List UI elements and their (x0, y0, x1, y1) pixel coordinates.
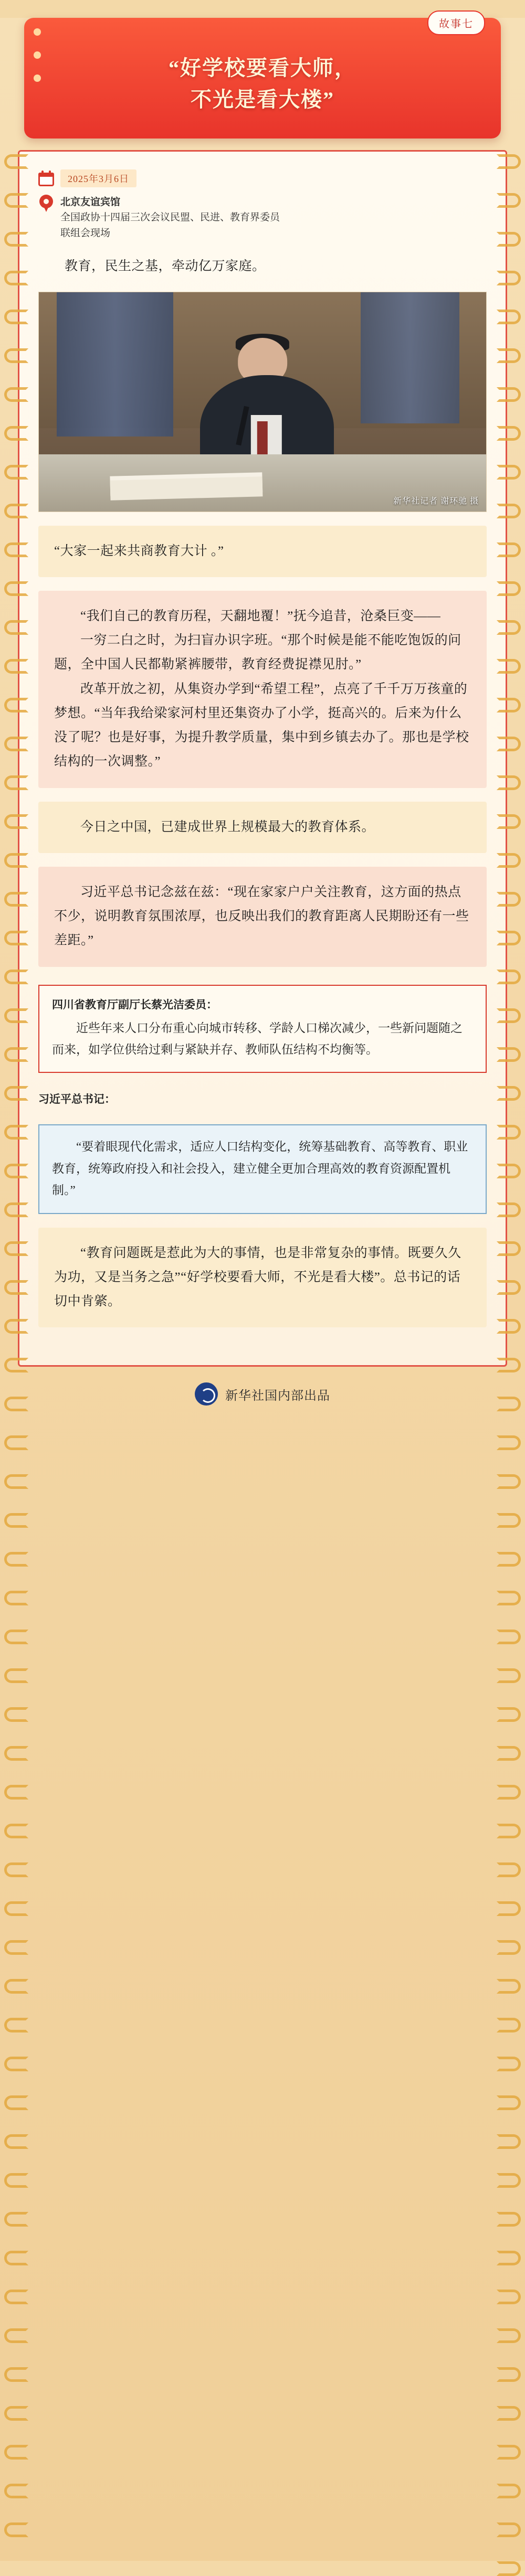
binding-ring (4, 2173, 28, 2188)
binding-ring (497, 853, 521, 868)
spiral-binding-left (4, 154, 35, 2498)
binding-ring (4, 1862, 28, 1877)
binding-ring (4, 1901, 28, 1916)
xinhua-logo-icon (195, 1382, 218, 1406)
binding-ring (497, 2173, 521, 2188)
binding-ring (497, 2367, 521, 2382)
binding-ring (497, 1901, 521, 1916)
binding-ring (4, 659, 28, 674)
binding-ring (497, 2095, 521, 2110)
binding-ring (4, 193, 28, 208)
quote-block-4 (38, 867, 487, 967)
binding-ring (497, 892, 521, 907)
binding-ring (4, 892, 28, 907)
binding-ring (497, 2212, 521, 2227)
binding-ring (497, 387, 521, 402)
binding-ring (497, 698, 521, 712)
binding-ring (4, 1164, 28, 1178)
binding-ring (4, 1202, 28, 1217)
binding-ring (4, 1047, 28, 1062)
binding-ring (497, 970, 521, 984)
binding-ring (497, 2018, 521, 2032)
paragraph-2: “我们自己的教育历程，天翻地覆！”抚今追昔，沧桑巨变—— (80, 609, 441, 623)
binding-ring (4, 2290, 28, 2304)
binding-ring (4, 1125, 28, 1140)
binding-ring (4, 853, 28, 868)
footer-text: 新华社国内部出品 (225, 1389, 330, 1403)
location-line-2: 全国政协十四届三次会议民盟、民进、教育界委员 (60, 212, 280, 223)
binding-ring (4, 620, 28, 635)
binding-ring (4, 1668, 28, 1683)
binding-ring (497, 1047, 521, 1062)
binding-ring (497, 426, 521, 441)
binding-ring (4, 1358, 28, 1372)
binding-ring (4, 426, 28, 441)
binding-ring (4, 542, 28, 557)
binding-ring (497, 1746, 521, 1761)
binding-ring (4, 2212, 28, 2227)
binding-ring (4, 2522, 28, 2537)
binding-ring (497, 2057, 521, 2071)
speaker-card-2 (38, 1124, 487, 1214)
binding-ring (4, 814, 28, 829)
binding-ring (497, 310, 521, 324)
binding-ring (497, 1435, 521, 1450)
binding-ring (497, 1824, 521, 1838)
binding-ring (497, 1513, 521, 1528)
paragraph-6: 习近平总书记念兹在兹：“现在家家户户关注教育，这方面的热点不少，说明教育氛围浓厚，也反映出我们的教育距离人民期盼还有一些差距。” (54, 885, 469, 948)
binding-ring (4, 1785, 28, 1800)
speaker-text-2: “要着眼现代化需求，适应人口结构变化，统筹基础教育、高等教育、职业教育，统筹政府投入和社会投入，建立健全更加合理高效的教育资源配置机制。” (52, 1140, 468, 1197)
binding-ring (4, 1824, 28, 1838)
paragraph-3: 一穷二白之时，为扫盲办识字班。“那个时候是能不能吃饱饭的问题，全中国人民都勒紧裤腰带，教育经费捉襟见肘。” (54, 633, 461, 672)
binding-ring (4, 1280, 28, 1295)
footer (0, 1382, 525, 1406)
photo-credit: 新华社记者 谢环驰 摄 (393, 496, 479, 506)
speaker-text-1: 近些年来人口分布重心向城市转移、学龄人口梯次减少，一些新问题随之而来，如学位供给过剩与紧缺并存、教师队伍结构不均衡等。 (52, 1021, 463, 1056)
article-sheet (18, 150, 507, 1367)
binding-ring (4, 1591, 28, 1605)
binding-ring (497, 737, 521, 751)
binding-ring (4, 2018, 28, 2032)
binding-ring (497, 1164, 521, 1178)
binding-ring (497, 1202, 521, 1217)
article-photo (38, 292, 487, 512)
binding-ring (497, 1862, 521, 1877)
binding-ring (497, 348, 521, 363)
binding-ring (4, 1707, 28, 1722)
binding-ring (497, 2561, 521, 2576)
binding-ring (497, 1707, 521, 1722)
binding-ring (4, 504, 28, 518)
binding-ring (4, 1979, 28, 1994)
binding-ring (497, 465, 521, 480)
paragraph-1: 教育，民生之基，牵动亿万家庭。 (65, 259, 266, 274)
binding-ring (4, 1552, 28, 1567)
binding-ring (497, 1319, 521, 1334)
binding-ring (4, 387, 28, 402)
binding-ring (4, 931, 28, 945)
binding-ring (4, 1241, 28, 1256)
binding-ring (497, 659, 521, 674)
location-line-3: 联组会现场 (60, 227, 111, 239)
binding-ring (4, 1474, 28, 1489)
binding-ring (497, 775, 521, 790)
binding-ring (497, 1630, 521, 1644)
binding-ring (497, 542, 521, 557)
page-title-line1: “好学校要看大师， (169, 56, 356, 80)
quote-block-3 (38, 802, 487, 853)
binding-ring (4, 737, 28, 751)
binding-ring (497, 620, 521, 635)
binding-ring (497, 1979, 521, 1994)
binding-ring (497, 931, 521, 945)
binding-ring (4, 2095, 28, 2110)
binding-ring (4, 2057, 28, 2071)
binding-ring (4, 2251, 28, 2265)
binding-ring (4, 2134, 28, 2149)
binding-ring (4, 154, 28, 169)
binding-ring (497, 232, 521, 247)
story-tag: 故事七 (427, 10, 485, 35)
binding-ring (4, 2406, 28, 2421)
binding-ring (4, 1319, 28, 1334)
binding-ring (4, 1746, 28, 1761)
binding-ring (4, 271, 28, 285)
binding-ring (497, 581, 521, 596)
calendar-icon (38, 171, 54, 186)
binding-ring (497, 2406, 521, 2421)
binding-ring (4, 581, 28, 596)
binding-ring (497, 1125, 521, 1140)
binding-ring (4, 775, 28, 790)
paragraph-5: 今日之中国，已建成世界上规模最大的教育体系。 (80, 819, 375, 834)
binding-ring (4, 1008, 28, 1023)
binding-ring (4, 970, 28, 984)
location-row (38, 195, 487, 241)
binding-ring (497, 2522, 521, 2537)
binding-ring (497, 1008, 521, 1023)
binding-ring (497, 193, 521, 208)
map-pin-icon (38, 195, 54, 212)
binding-ring (497, 1668, 521, 1683)
quote-block-2 (38, 591, 487, 788)
quote-block-1 (38, 526, 487, 577)
binding-ring (497, 1241, 521, 1256)
binding-ring (4, 1086, 28, 1101)
binding-ring (4, 2328, 28, 2343)
binding-ring (497, 814, 521, 829)
binding-ring (497, 1591, 521, 1605)
location-text (60, 195, 280, 241)
binding-ring (497, 1552, 521, 1567)
binding-ring (4, 1435, 28, 1450)
location-line-1: 北京友谊宾馆 (60, 197, 121, 208)
binding-ring (497, 2290, 521, 2304)
binding-ring (4, 2445, 28, 2460)
binding-ring (4, 465, 28, 480)
binding-ring (497, 2251, 521, 2265)
binding-ring (497, 2445, 521, 2460)
binding-ring (497, 1280, 521, 1295)
binding-ring (497, 1940, 521, 1955)
binding-ring (497, 2484, 521, 2498)
binding-ring (4, 1940, 28, 1955)
quote-block-5 (38, 1228, 487, 1328)
spiral-binding-right (490, 154, 521, 2498)
binding-ring (497, 504, 521, 518)
binding-ring (4, 348, 28, 363)
speaker-name-2: 习近平总书记： (38, 1093, 116, 1106)
binding-ring (497, 1785, 521, 1800)
page-title-line2: 不光是看大楼” (191, 88, 334, 111)
binding-ring (497, 1358, 521, 1372)
binding-ring (497, 2328, 521, 2343)
paragraph-7: “教育问题既是惹此为大的事情，也是非常复杂的事情。既要久久为功，又是当务之急”“好学校要看大师，不光是看大楼”。总书记的话切中肯綮。 (54, 1246, 461, 1309)
speaker-name-1: 四川省教育厅副厅长蔡光洁委员： (52, 998, 217, 1011)
article-date: 2025年3月6日 (60, 169, 136, 187)
date-row (38, 169, 487, 187)
page-title (45, 52, 480, 115)
paragraph-4: 改革开放之初，从集资办学到“希望工程”，点亮了千千万万孩童的梦想。“当年我给梁家河村里还集资办了小学，挺高兴的。后来为什么没了呢？也是好事，为提升教学质量，集中到乡镇去办了。那也是学校结构的一次调整。” (54, 682, 469, 769)
binding-ring (4, 310, 28, 324)
header-card (24, 18, 501, 139)
binding-ring (4, 2484, 28, 2498)
binding-ring (497, 2134, 521, 2149)
binding-ring (497, 1474, 521, 1489)
binding-ring (497, 154, 521, 169)
speaker-card-1 (38, 985, 487, 1073)
binding-ring (497, 271, 521, 285)
binding-ring (4, 1630, 28, 1644)
binding-ring (4, 232, 28, 247)
binding-ring (4, 698, 28, 712)
quote-1: “大家一起来共商教育大计 。” (54, 544, 224, 558)
binding-ring (4, 2367, 28, 2382)
binding-ring (4, 1513, 28, 1528)
binding-ring (497, 1086, 521, 1101)
